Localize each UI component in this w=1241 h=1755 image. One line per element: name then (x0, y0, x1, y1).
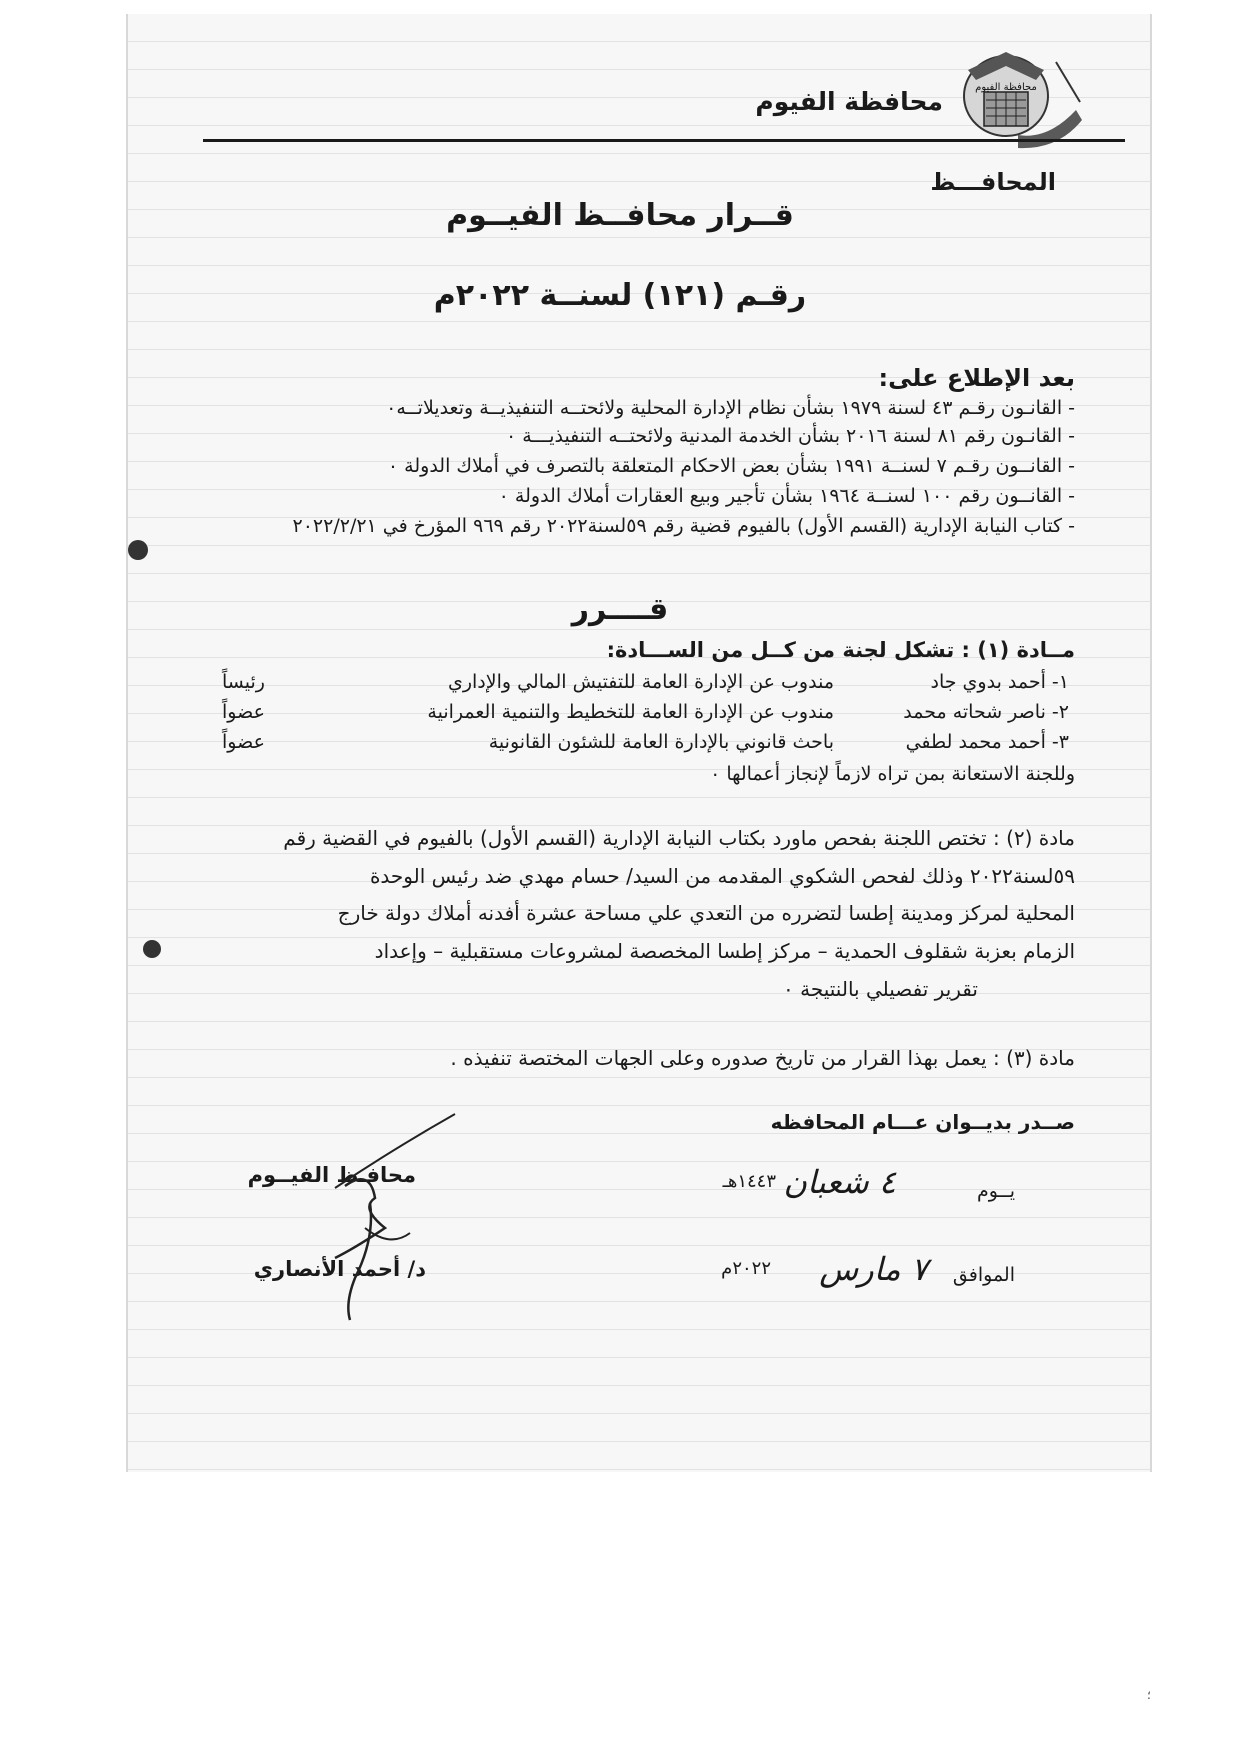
preamble-item: - القانـون رقـم ٤٣ لسنة ١٩٧٩ بشأن نظام الإدارة المحلية ولائحتــه التنفيذيــة وتعديلاتــه٠ (386, 397, 1075, 419)
hijri-year: ١٤٤٣هـ (722, 1171, 776, 1192)
article-3-text: مادة (٣) : يعمل بهذا القرار من تاريخ صدوره وعلى الجهات المختصة تنفيذه . (450, 1046, 1075, 1070)
preamble-item: - كتاب النيابة الإدارية (القسم الأول) بالفيوم قضية رقم ٥٩لسنة٢٠٢٢ رقم ٩٦٩ المؤرخ في ٢٠٢٢/٢/٢١ (292, 515, 1075, 537)
member-affiliation: مندوب عن الإدارة العامة للتفتيش المالي والإداري (447, 671, 834, 693)
article-2-line: المحلية لمركز ومدينة إطسا لتضرره من التعدي علي مساحة عشرة أفدنه أملاك دولة خارج (337, 901, 1075, 925)
decision-title: قــرار محافــظ الفيــوم (446, 198, 794, 233)
governorate-logo-icon (948, 40, 1088, 160)
decision-number: رقـم (١٢١) لسنــة ٢٠٢٢م (433, 278, 807, 313)
hijri-prefix: يــوم (977, 1180, 1015, 1202)
governorate-name: محافظة الفيوم (755, 87, 943, 116)
article-2-line: تقرير تفصيلي بالنتيجة ٠ (783, 977, 978, 1001)
preamble-item: - القانــون رقم ١٠٠ لسنــة ١٩٦٤ بشأن تأجير وبيع العقارات أملاك الدولة ٠ (498, 485, 1075, 507)
page-mark: ؛ (1147, 1688, 1151, 1702)
signatory-name: د/ أحمد الأنصاري (253, 1257, 426, 1281)
article-2-line: الزمام بعزبة شقلوف الحمدية – مركز إطسا المخصصة لمشروعات مستقبلية – وإعداد (374, 939, 1075, 963)
preamble-item: - القانـون رقم ٨١ لسنة ٢٠١٦ بشأن الخدمة المدنية ولائحتــه التنفيذيـــة ٠ (506, 425, 1075, 447)
hijri-handwritten-date: ٤ شعبان (783, 1163, 896, 1201)
preamble-heading: بعد الإطلاع على: (878, 364, 1075, 392)
signatory-title: محافـظ الفيــوم (247, 1163, 416, 1187)
preamble-item: - القانــون رقـم ٧ لسنــة ١٩٩١ بشأن بعض الاحكام المتعلقة بالتصرف في أملاك الدولة ٠ (387, 455, 1075, 477)
member-affiliation: مندوب عن الإدارة العامة للتخطيط والتنمية العمرانية (427, 701, 834, 723)
member-name: ٢- ناصر شحاته محمد (903, 701, 1069, 723)
issuance-line: صــدر بديــوان عـــام المحافظه (770, 1110, 1075, 1134)
member-affiliation: باحث قانوني بالإدارة العامة للشئون القانونية (488, 731, 834, 753)
gregorian-prefix: الموافق (952, 1264, 1015, 1286)
logo-text: محافظة الفيوم (975, 82, 1037, 93)
gregorian-handwritten-date: ٧ مارس (819, 1250, 928, 1288)
decision-heading: قــــرر (571, 592, 669, 627)
office-title: المحافـــظ (930, 168, 1056, 196)
member-role: عضواً (222, 701, 265, 723)
article-2-line: مادة (٢) : تختص اللجنة بفحص ماورد بكتاب النيابة الإدارية (القسم الأول) بالفيوم في القضية رقم (283, 826, 1075, 850)
scan-speck (128, 540, 148, 560)
article-2-line: ٥٩لسنة٢٠٢٢ وذلك لفحص الشكوي المقدمه من السيد/ حسام مهدي ضد رئيس الوحدة (369, 864, 1075, 888)
member-role: عضواً (222, 731, 265, 753)
member-name: ١- أحمد بدوي جاد (930, 671, 1069, 693)
article-1-footer: وللجنة الاستعانة بمن تراه لازماً لإنجاز أعمالها ٠ (710, 763, 1075, 785)
member-name: ٣- أحمد محمد لطفي (905, 731, 1069, 753)
article-1-heading: مــادة (١) : تشكل لجنة من كــل من الســـادة: (606, 638, 1075, 662)
gregorian-year: ٢٠٢٢م (721, 1258, 771, 1279)
member-role: رئيساً (222, 671, 265, 693)
handwritten-signature-icon (315, 1108, 465, 1323)
scan-speck (143, 940, 161, 958)
header-rule (203, 139, 1125, 142)
